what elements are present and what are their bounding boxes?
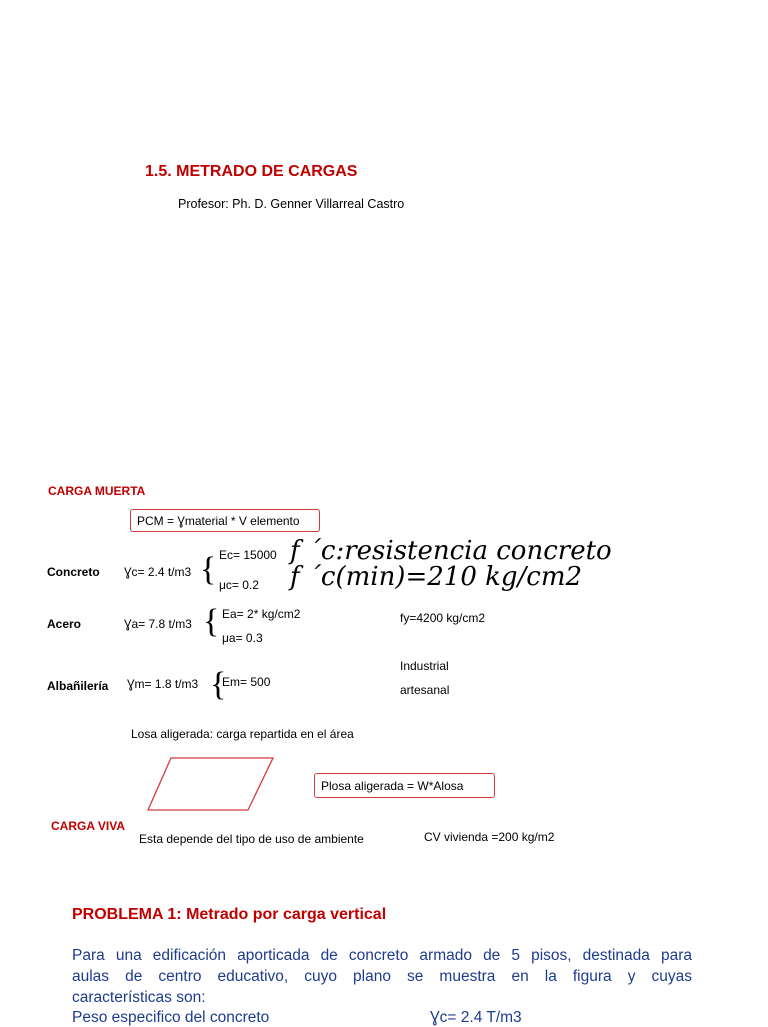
problem-line-2: aulas de centro educativo, cuyo plano se muestra en la figura y cuyas (72, 968, 692, 985)
page-title: 1.5. METRADO DE CARGAS (145, 163, 358, 180)
plosa-formula-box (314, 773, 495, 798)
acero-ea: Ea= 2* kg/cm2 (222, 607, 301, 621)
concreto-label: Concreto (47, 565, 100, 579)
albanileria-type-artesanal: artesanal (400, 683, 450, 697)
problem-line-4-label: Peso especifico del concreto (72, 1009, 270, 1026)
acero-brace-icon: { (203, 603, 220, 640)
albanileria-brace-icon: { (210, 666, 227, 703)
problem-line-4-value: Ɣc= 2.4 T/m3 (430, 1009, 522, 1026)
problem-title: PROBLEMA 1: Metrado por carga vertical (72, 906, 387, 923)
cv-vivienda: CV vivienda =200 kg/m2 (424, 830, 555, 844)
albanileria-em: Em= 500 (222, 675, 271, 689)
concreto-gamma: Ɣc= 2.4 t/m3 (124, 565, 192, 579)
fc-minimum: f ´c(min)=210 kg/cm2 (290, 562, 583, 592)
carga-viva-heading: CARGA VIVA (51, 819, 126, 833)
albanileria-gamma: Ɣm= 1.8 t/m3 (127, 677, 199, 691)
losa-parallelogram-icon (146, 756, 276, 812)
fc-definition: f ´c:resistencia concreto (290, 536, 612, 566)
pcm-formula-box (130, 509, 320, 532)
acero-fy: fy=4200 kg/cm2 (400, 611, 486, 625)
pcm-formula-text: PCM = Ɣmaterial * V elemento (137, 513, 300, 528)
acero-label: Acero (47, 617, 82, 631)
carga-viva-description: Esta depende del tipo de uso de ambiente (139, 832, 364, 846)
problem-line-3: características son: (72, 989, 206, 1006)
concreto-brace-icon: { (200, 551, 217, 588)
professor-line: Profesor: Ph. D. Genner Villarreal Castro (178, 197, 405, 211)
concreto-ec: Ec= 15000 (219, 548, 277, 562)
acero-mu: μa= 0.3 (222, 631, 263, 645)
problem-line-1: Para una edificación aporticada de concreto armado de 5 pisos, destinada para (72, 947, 692, 964)
albanileria-type-industrial: Industrial (400, 659, 449, 673)
problem-statement (72, 945, 692, 1008)
albanileria-label: Albañilería (47, 679, 109, 693)
losa-description: Losa aligerada: carga repartida en el área (131, 727, 354, 741)
concreto-mu: μc= 0.2 (219, 578, 259, 592)
carga-muerta-heading: CARGA MUERTA (48, 484, 146, 498)
acero-gamma: Ɣa= 7.8 t/m3 (124, 617, 192, 631)
plosa-formula-text: Plosa aligerada = W*Alosa (321, 778, 464, 793)
